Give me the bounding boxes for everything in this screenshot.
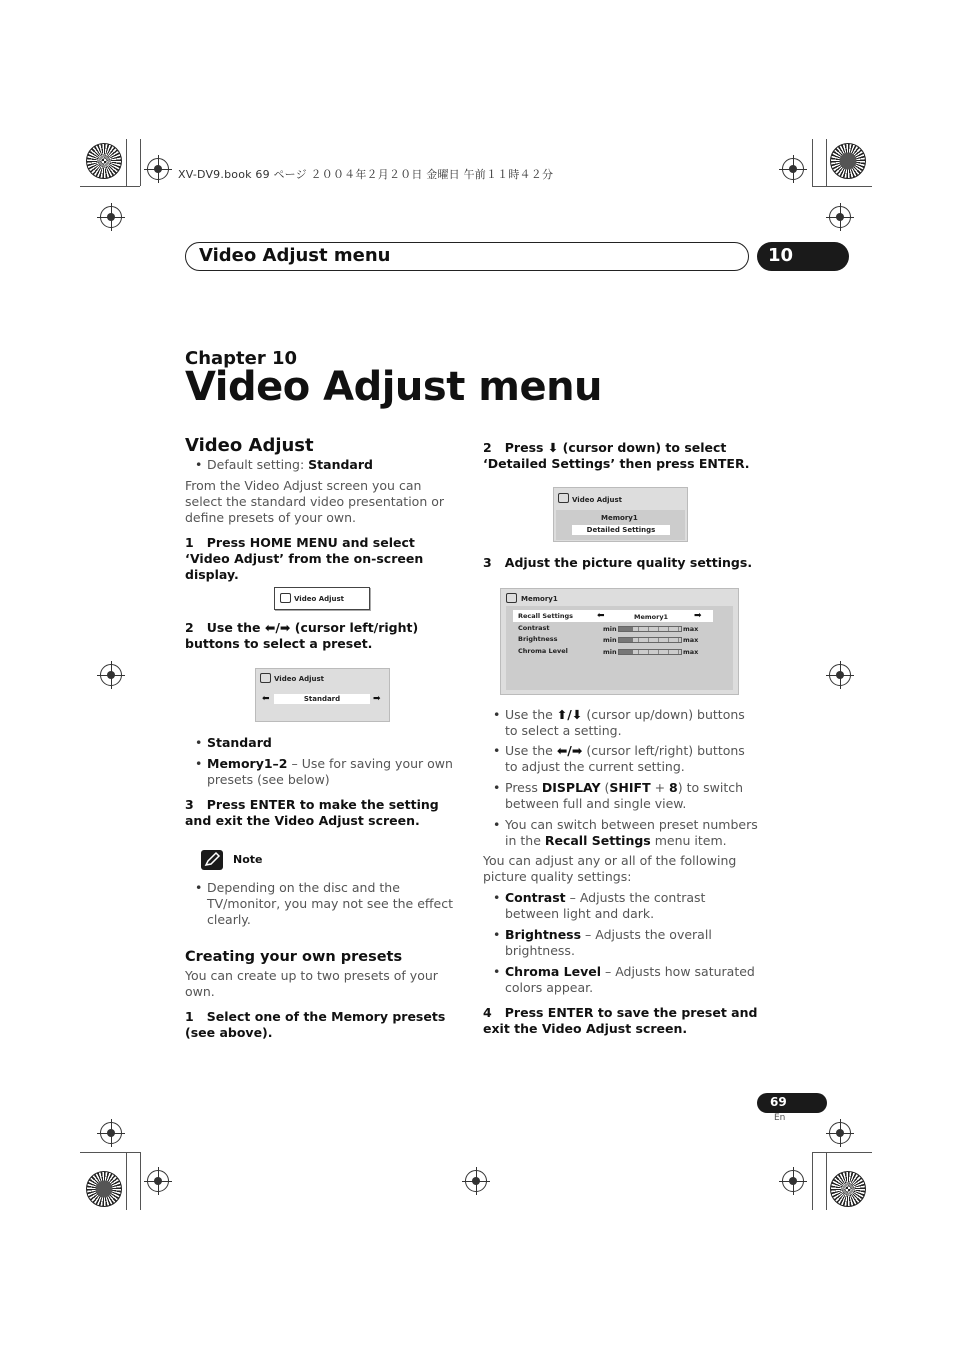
crop-mark — [126, 1152, 127, 1210]
brightness-slider — [618, 637, 682, 643]
crop-mark — [140, 1152, 141, 1210]
note-header: Note — [201, 850, 463, 870]
crop-mark — [812, 139, 813, 186]
preset-bullet: • Memory1–2 – Use for saving your own presets (see below) — [185, 756, 463, 788]
page-number: 69 — [770, 1095, 787, 1109]
intro-paragraph: From the Video Adjust screen you can select the standard video presentation or define presets of your own. — [185, 478, 445, 525]
registration-burst-icon — [830, 143, 866, 179]
video-adjust-icon — [280, 593, 291, 603]
crosshair-target-icon — [147, 158, 169, 180]
video-adjust-icon — [558, 493, 569, 503]
section-title: Video Adjust — [185, 435, 314, 456]
step-text: 4 Press ENTER to save the preset and exit the Video Adjust screen. — [483, 1005, 758, 1036]
crop-mark — [812, 1152, 813, 1210]
registration-burst-icon — [830, 1171, 866, 1207]
instruction-bullet: • You can switch between preset numbers in the Recall Settings menu item. — [483, 817, 761, 849]
right-step-adjust — [483, 555, 758, 571]
instruction-bullet: • Press DISPLAY (SHIFT + 8) to switch between full and single view. — [483, 780, 761, 812]
crosshair-target-icon — [782, 1170, 804, 1192]
print-header: XV-DV9.book 69 ページ ２００４年２月２０日 金曜日 午前１１時４２分 — [178, 168, 554, 181]
default-setting: • Default setting: Standard — [185, 457, 460, 473]
osd-memory-settings: Memory1 Recall Settings ⬅ Memory1 ➡ Contrast min max Brightness min max Chroma Level min max — [500, 588, 739, 695]
chapter-title: Video Adjust menu — [185, 364, 603, 410]
arrow-right-icon: ➡ — [694, 611, 702, 621]
crop-mark — [140, 139, 141, 186]
left-lower — [185, 735, 463, 1041]
subsection-text: You can create up to two presets of your own. — [185, 968, 438, 999]
crosshair-target-icon — [147, 1170, 169, 1192]
running-header-title: Video Adjust menu — [199, 245, 391, 266]
note-text: • Depending on the disc and the TV/monitor, you may not see the effect clearly. — [185, 880, 463, 928]
preset-bullet: • Standard — [185, 735, 463, 751]
preset-value: Standard — [274, 694, 370, 704]
step-text: 2 Press ⬇ (cursor down) to select ‘Detailed Settings’ then press ENTER. — [483, 440, 750, 471]
contrast-slider — [618, 626, 682, 632]
arrow-right-icon: ➡ — [373, 694, 381, 704]
setting-bullet: • Brightness – Adjusts the overall brightness. — [483, 927, 761, 959]
crosshair-target-icon — [100, 664, 122, 686]
step-text: 2 Use the ⬅/➡ (cursor left/right) buttons to select a preset. — [185, 620, 419, 651]
registration-burst-icon — [86, 1171, 122, 1207]
pencil-note-icon — [201, 850, 223, 870]
subsection-title: Creating your own presets — [185, 949, 403, 965]
arrow-left-icon: ⬅ — [262, 694, 270, 704]
crosshair-target-icon — [782, 158, 804, 180]
step-text: 1 Press HOME MENU and select ‘Video Adjust’ from the on-screen display. — [185, 535, 424, 582]
crosshair-target-icon — [829, 1122, 851, 1144]
crosshair-target-icon — [829, 664, 851, 686]
left-column — [185, 435, 460, 583]
step-text: 3 Adjust the picture quality settings. — [483, 555, 753, 570]
arrow-left-icon: ⬅ — [597, 611, 605, 621]
crosshair-target-icon — [465, 1170, 487, 1192]
crop-mark — [826, 139, 827, 186]
detailed-settings-item: Detailed Settings — [572, 525, 670, 535]
right-step-top — [483, 440, 758, 472]
chroma-level-slider — [618, 649, 682, 655]
crop-mark — [812, 1152, 872, 1153]
osd-preset-select: Video Adjust ⬅ Standard ➡ — [255, 668, 390, 722]
chapter-label: Chapter 10 — [185, 348, 298, 369]
instruction-bullet: • Use the ⬆/⬇ (cursor up/down) buttons to select a setting. — [483, 707, 761, 739]
step-text: 3 Press ENTER to make the setting and exit the Video Adjust screen. — [185, 797, 439, 828]
crosshair-target-icon — [100, 1122, 122, 1144]
crop-mark — [812, 186, 872, 187]
registration-burst-icon — [86, 143, 122, 179]
crop-mark — [826, 1152, 827, 1210]
osd-video-adjust-menu: Video Adjust — [274, 587, 370, 610]
video-adjust-icon — [506, 593, 517, 603]
crop-mark — [80, 186, 140, 187]
crop-mark — [126, 139, 127, 186]
crosshair-target-icon — [100, 206, 122, 228]
setting-bullet: • Contrast – Adjusts the contrast between light and dark. — [483, 890, 761, 922]
step-text: 1 Select one of the Memory presets (see above). — [185, 1009, 446, 1040]
osd-detailed-settings: Video Adjust Memory1 Detailed Settings — [553, 487, 688, 542]
crosshair-target-icon — [829, 206, 851, 228]
left-step2 — [185, 620, 465, 652]
language-code: En — [774, 1113, 786, 1123]
settings-intro: You can adjust any or all of the following picture quality settings: — [483, 853, 737, 884]
instruction-bullet: • Use the ⬅/➡ (cursor left/right) buttons to adjust the current setting. — [483, 743, 761, 775]
setting-bullet: • Chroma Level – Adjusts how saturated colors appear. — [483, 964, 761, 996]
right-lower — [483, 707, 761, 1037]
video-adjust-icon — [260, 673, 271, 683]
page-number-tab — [757, 1093, 827, 1113]
chapter-tab-number: 10 — [768, 245, 794, 266]
crop-mark — [80, 1152, 140, 1153]
